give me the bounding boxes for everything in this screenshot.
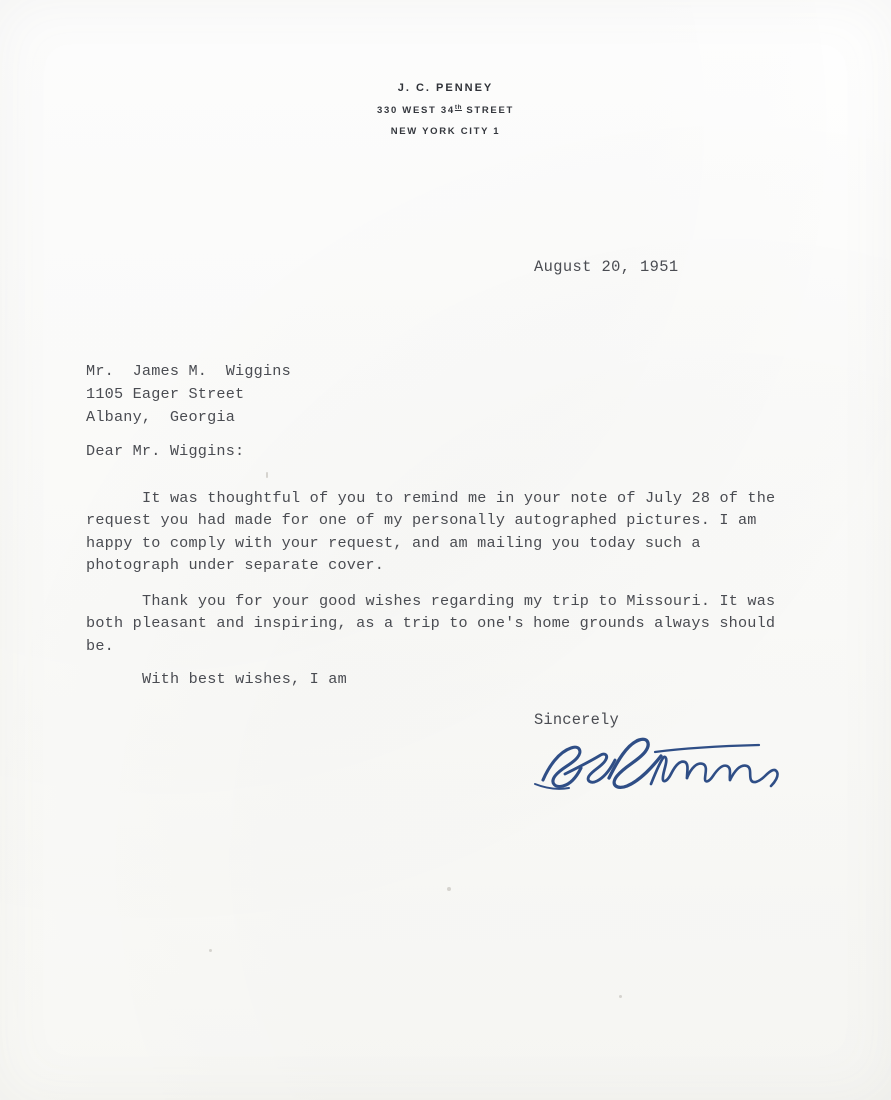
scan-speck (266, 472, 268, 478)
letter-date: August 20, 1951 (534, 258, 679, 276)
addressee-city-state: Albany, Georgia (86, 408, 236, 426)
body-paragraph-2 (86, 590, 796, 657)
letterhead (0, 82, 891, 137)
letterhead-company: J. C. PENNEY (397, 82, 494, 94)
addressee-name: Mr. James M. Wiggins (86, 362, 291, 380)
letterhead-street-suffix: STREET (461, 105, 514, 117)
body-paragraph-1 (86, 487, 796, 577)
closing-line-text: With best wishes, I am (142, 670, 347, 688)
scan-speck (209, 949, 212, 952)
signature-image (505, 718, 805, 808)
closing-line (86, 670, 347, 688)
letterhead-street (0, 104, 891, 116)
addressee-block (86, 360, 291, 429)
salutation: Dear Mr. Wiggins: (86, 442, 245, 460)
scan-speck (447, 887, 451, 891)
sincerely-label: Sincerely (534, 711, 619, 729)
body-paragraph-2-text: Thank you for your good wishes regarding my trip to Missouri. It was both pleasant and inspiring, as a trip to one's home grounds always should be. (86, 592, 776, 655)
scan-speck (619, 995, 622, 998)
addressee-street: 1105 Eager Street (86, 385, 245, 403)
letterhead-street-ordinal: th (454, 104, 462, 111)
letterhead-city: NEW YORK CITY 1 (390, 126, 501, 138)
body-paragraph-1-text: It was thoughtful of you to remind me in your note of July 28 of the request you had made for one of my personally autographed pictures. I am happy to comply with your request, and am mailing you today such a photograph under separate cover. (86, 489, 776, 575)
letterhead-street-prefix: 330 WEST 34 (377, 105, 455, 117)
